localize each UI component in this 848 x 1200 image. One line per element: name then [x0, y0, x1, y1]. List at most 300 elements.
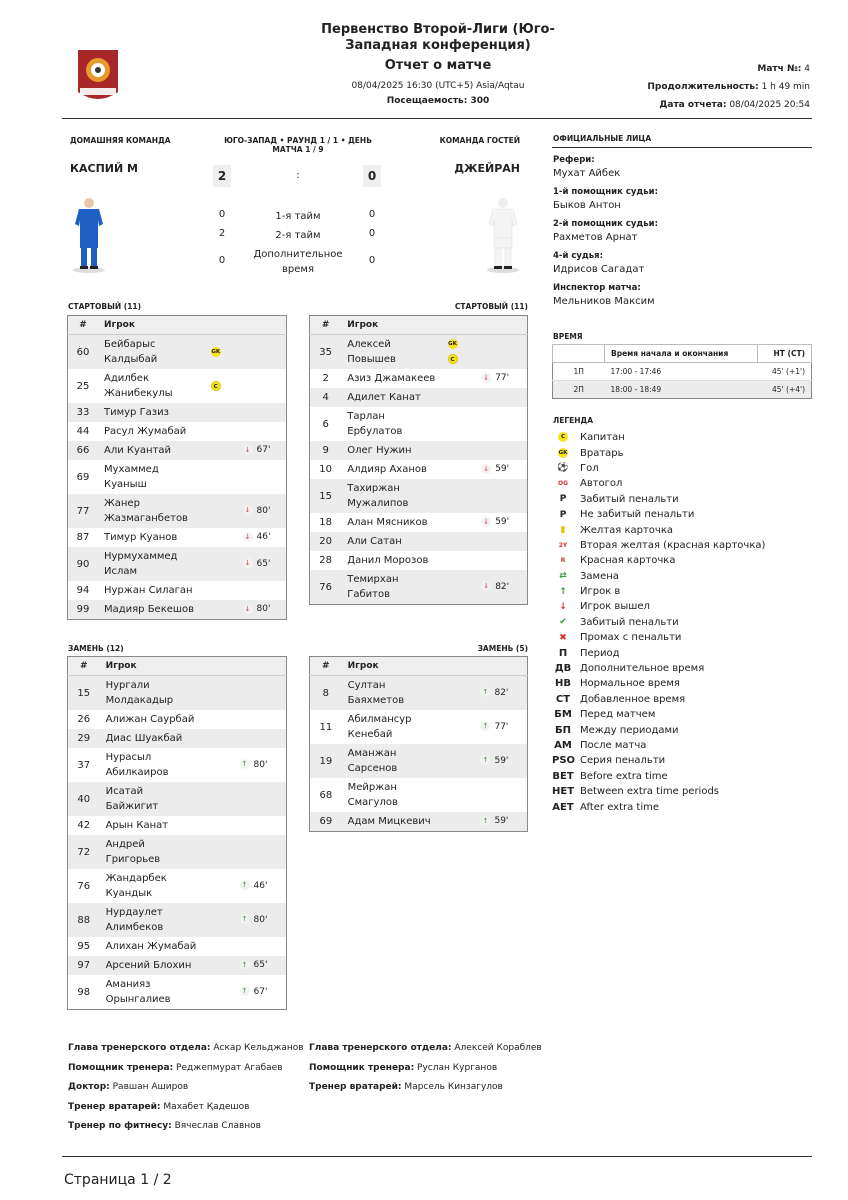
player-badges [205, 460, 237, 494]
player-number: 26 [77, 714, 91, 725]
table-row [310, 778, 528, 812]
staff-role: Глава тренерского отдела: [309, 1043, 452, 1053]
player-event [237, 547, 287, 581]
legend-icon: ✔ [559, 617, 567, 628]
player-number: 25 [76, 380, 90, 392]
player-number: 69 [310, 812, 342, 832]
event-minute: 59' [495, 517, 510, 527]
legend-icon: АМ [554, 740, 572, 751]
staff-role: Помощник тренера: [68, 1062, 174, 1073]
match-duration: Продолжительность: 1 h 49 min [647, 82, 810, 92]
player-event [237, 600, 287, 620]
player-name: Данил Морозов [347, 555, 429, 566]
legend-icon: ⚽ [557, 463, 569, 474]
player-name: Тарлан Ербулатов [347, 411, 403, 437]
player-badges [204, 835, 234, 869]
player-event [475, 551, 527, 570]
period-away-score: 0 [368, 209, 376, 220]
legend-icon: БП [555, 724, 571, 736]
player-event [237, 403, 287, 422]
player-name: Алдияр Аханов [347, 464, 427, 475]
sub-out-icon: ↓ [481, 373, 491, 383]
legend-item [552, 784, 812, 799]
sub-in-icon: ↑ [240, 914, 250, 924]
legend-label: Между периодами [580, 724, 679, 736]
player-name: Жандарбек Куандык [105, 873, 167, 899]
event-minute: 59' [494, 755, 509, 766]
player-event [234, 676, 287, 711]
home-start-label: СТАРТОВЫЙ (11) [68, 302, 142, 311]
table-row [553, 363, 812, 381]
report-date: Дата отчета: 08/04/2025 20:54 [659, 100, 810, 110]
player-badges [442, 551, 476, 570]
legend-icon: PSO [552, 755, 576, 767]
official-name: Рахметов Арнат [553, 232, 638, 243]
table-row [310, 710, 528, 744]
staff-member [68, 1063, 308, 1083]
player-number: 4 [310, 388, 342, 407]
player-name: Султан Баяхметов [342, 676, 445, 711]
table-row [68, 581, 287, 600]
staff-role: Доктор: [68, 1082, 110, 1092]
player-number: 69 [76, 471, 90, 483]
table-row [68, 441, 287, 460]
player-name: Нургали Молдакадыр [100, 676, 204, 711]
player-number: 11 [319, 721, 333, 733]
player-name: Аманияз Орынгалиев [105, 979, 171, 1005]
player-badges [204, 903, 234, 937]
period-away-score: 0 [368, 228, 376, 239]
time-range-header: Время начала и окончания [605, 345, 758, 363]
away-score: 0 [363, 165, 381, 187]
legend-icon: ✖ [559, 632, 567, 643]
legend-label: Не забитый пенальти [580, 509, 695, 521]
player-event [475, 513, 527, 532]
player-number: 42 [77, 820, 91, 831]
player-badges [445, 710, 475, 744]
table-row [68, 460, 287, 494]
legend-icon: 2Y [558, 541, 568, 549]
event-minute: 65' [253, 960, 268, 970]
table-row [68, 835, 287, 869]
legend-item [552, 799, 812, 814]
player-event [234, 816, 287, 835]
player-badges [442, 479, 476, 513]
legend-icon [552, 432, 574, 443]
period-home-score: 0 [218, 209, 226, 220]
report-title: Первенство Второй-Лиги (Юго-Западная конференция) [321, 22, 555, 53]
legend-icon: ДВ [554, 663, 572, 675]
away-start-label: СТАРТОВЫЙ (11) [454, 302, 528, 311]
player-badges [442, 407, 476, 441]
player-badges [442, 532, 476, 551]
player-name: Тимур Газиз [98, 403, 205, 422]
player-event [234, 975, 287, 1010]
table-row [310, 513, 528, 532]
legend-item [552, 661, 812, 676]
event-minute: 67' [256, 445, 271, 455]
col-player-header: Игрок [100, 657, 287, 676]
player-event [475, 335, 527, 370]
event-minute: 80' [253, 914, 268, 925]
table-row [68, 782, 287, 816]
table-row [68, 729, 287, 748]
sub-out-icon: ↓ [243, 558, 253, 568]
sub-in-icon: ↑ [480, 687, 490, 697]
player-name: Андрей Григорьев [100, 835, 204, 869]
table-row [68, 547, 287, 581]
player-event [475, 460, 527, 479]
legend-item [552, 445, 812, 460]
player-name: Али Сатан [341, 532, 441, 551]
attendance: Посещаемость: 300 [386, 96, 490, 106]
table-row [68, 422, 287, 441]
player-badges [204, 937, 234, 956]
legend-label: Вратарь [580, 447, 624, 459]
player-number: 66 [68, 441, 98, 460]
player-badges [205, 547, 237, 581]
col-player-header: Игрок [342, 657, 528, 676]
player-name: Алихан Жумабай [105, 941, 197, 952]
home-staff [68, 1043, 308, 1141]
player-number: 6 [322, 418, 329, 430]
legend-icon: ⇄ [559, 571, 567, 582]
official-role: 1-й помощник судьи: [553, 187, 658, 197]
home-team-label: ДОМАШНЯЯ КОМАНДА [70, 136, 171, 145]
officials-divider [552, 147, 812, 148]
player-number: 35 [310, 335, 342, 370]
player-name: Абилмансур Кенебай [347, 714, 412, 740]
player-name: Бейбарыс Калдыбай [98, 335, 205, 370]
player-name: Олег Нужин [341, 441, 441, 460]
sub-out-icon: ↓ [481, 517, 491, 527]
sub-in-icon: ↑ [240, 986, 250, 996]
legend-label: После матча [580, 740, 647, 751]
player-badges [442, 460, 476, 479]
legend-label: Before extra time [580, 770, 668, 782]
table-row [553, 381, 812, 399]
col-number-header: # [68, 316, 98, 335]
table-row [310, 812, 528, 832]
official-name: Быков Антон [553, 200, 621, 211]
player-event [474, 744, 527, 778]
score-separator: : [296, 170, 300, 181]
official-role: 2-й помощник судьи: [553, 219, 658, 229]
player-event [475, 479, 527, 513]
player-name: Мейржан Смагулов [347, 782, 398, 808]
player-name: Нуржан Силаган [103, 585, 193, 596]
col-player-header: Игрок [98, 316, 287, 335]
legend-icon: БМ [554, 709, 572, 721]
player-badges [445, 676, 475, 711]
table-row [68, 816, 287, 835]
legend-icon: НВ [555, 678, 571, 690]
officials-title: ОФИЦИАЛЬНЫЕ ЛИЦА [553, 134, 652, 143]
event-minute: 80' [256, 505, 271, 516]
legend-item [552, 676, 812, 691]
staff-member [68, 1082, 308, 1102]
period-home-score: 0 [218, 255, 226, 266]
player-number: 15 [68, 676, 100, 711]
event-minute: 80' [253, 759, 268, 770]
home-subs-label: ЗАМЕНЬ (12) [68, 644, 124, 653]
player-name: Мухаммед Куаныш [103, 464, 159, 490]
time-ht-header: HT (CT) [758, 345, 812, 363]
player-number: 77 [68, 494, 98, 528]
legend-icon: ▮ [560, 525, 566, 536]
player-badges [204, 676, 234, 711]
staff-role: Помощник тренера: [309, 1062, 415, 1073]
legend-icon [552, 448, 574, 459]
away-staff [309, 1043, 549, 1102]
table-row [68, 676, 287, 711]
away-kit-icon [486, 194, 520, 278]
player-badges [204, 729, 234, 748]
table-row [310, 335, 528, 370]
legend-list [552, 430, 812, 815]
header-divider [62, 118, 812, 119]
player-event [234, 729, 287, 748]
player-name: Адилет Канат [341, 388, 441, 407]
col-player-header: Игрок [341, 316, 527, 335]
sub-out-icon: ↓ [243, 445, 253, 455]
player-event [474, 812, 527, 832]
time-ht: 45' (+1') [758, 363, 812, 381]
player-event [237, 581, 287, 600]
table-row [310, 532, 528, 551]
report-subtitle: Отчет о матче [384, 58, 492, 73]
player-badges [205, 369, 237, 403]
player-name: Нурасыл Абилкаиров [105, 752, 169, 778]
sub-in-icon: ↑ [480, 755, 490, 765]
player-number: 99 [68, 600, 98, 620]
goalkeeper-badge: GK [211, 348, 221, 355]
legend-icon: П [558, 647, 568, 659]
player-badges [205, 441, 237, 460]
player-badges [205, 600, 237, 620]
player-badges [442, 388, 476, 407]
player-event [237, 528, 287, 547]
legend-label: Забитый пенальти [580, 616, 679, 628]
staff-name: Марсель Кинзагулов [404, 1082, 503, 1092]
table-row [310, 369, 528, 388]
col-number-header: # [310, 316, 342, 335]
player-event [237, 494, 287, 528]
player-badges [204, 748, 234, 782]
player-badges [204, 816, 234, 835]
time-period: 1П [553, 363, 605, 381]
legend-label: Добавленное время [580, 693, 686, 705]
staff-member [309, 1063, 549, 1083]
player-number: 28 [319, 555, 332, 566]
player-number: 18 [319, 517, 332, 528]
legend-label: Серия пенальти [580, 755, 666, 767]
player-event [234, 782, 287, 816]
player-name: Нурмухаммед Ислам [98, 547, 205, 581]
player-number: 29 [68, 729, 100, 748]
player-number: 37 [77, 759, 91, 771]
player-badges [205, 528, 237, 547]
legend-label: Вторая желтая (красная карточка) [580, 539, 766, 551]
player-event [474, 710, 527, 744]
staff-member [309, 1082, 549, 1102]
legend-icon: BET [552, 770, 574, 782]
player-name: Диас Шуакбай [100, 729, 204, 748]
player-badges [204, 710, 234, 729]
away-team-name: ДЖЕЙРАН [454, 162, 520, 175]
player-badges [204, 956, 234, 975]
staff-role: Глава тренерского отдела: [68, 1043, 211, 1053]
period-label: 1-я тайм [275, 211, 321, 222]
player-number: 87 [76, 532, 90, 543]
player-badges [442, 570, 476, 605]
legend-icon: P [559, 509, 567, 520]
player-event [237, 369, 287, 403]
legend-label: Капитан [580, 432, 625, 444]
legend-item [552, 492, 812, 507]
event-minute: 80' [256, 604, 271, 614]
legend-item [552, 538, 812, 553]
sub-in-icon: ↑ [480, 816, 490, 826]
staff-name: Махабет Қадешов [163, 1101, 250, 1112]
legend-icon: R [560, 557, 566, 565]
away-subs-table [309, 656, 528, 832]
sub-in-icon: ↑ [240, 759, 250, 769]
legend-label: Перед матчем [580, 709, 656, 721]
legend-label: Забитый пенальти [580, 493, 679, 505]
event-minute: 82' [494, 687, 509, 698]
period-away-score: 0 [368, 255, 376, 266]
event-minute: 67' [253, 986, 268, 997]
staff-name: Реджепмурат Агабаев [176, 1062, 283, 1073]
player-event [475, 441, 527, 460]
player-name: Темирхан Габитов [341, 570, 441, 605]
event-minute: 46' [253, 880, 268, 891]
player-name: Адам Мицкевич [342, 812, 445, 832]
player-name: Алексей Повышев [341, 335, 441, 370]
staff-role: Тренер по фитнесу: [68, 1121, 172, 1131]
player-event [234, 903, 287, 937]
legend-icon: P [559, 494, 567, 505]
staff-name: Руслан Курганов [417, 1062, 498, 1073]
player-number: 60 [68, 335, 98, 370]
sub-out-icon: ↓ [243, 604, 253, 614]
player-event [237, 335, 287, 370]
player-name: Мадияр Бекешов [98, 600, 205, 620]
legend-item [552, 615, 812, 630]
legend-item [552, 738, 812, 753]
player-number: 44 [76, 426, 90, 437]
player-name: Алижан Саурбай [105, 714, 195, 725]
legend-label: Гол [580, 462, 599, 474]
player-number: 19 [310, 744, 342, 778]
away-team-label: КОМАНДА ГОСТЕЙ [439, 136, 520, 145]
legend-icon: OG [557, 480, 569, 488]
table-row [310, 479, 528, 513]
legend-title: ЛЕГЕНДА [553, 416, 594, 425]
staff-name: Алексей Кораблев [454, 1043, 542, 1053]
player-badges [445, 778, 475, 812]
legend-item [552, 553, 812, 568]
legend-label: Дополнительное время [580, 663, 705, 675]
staff-member [68, 1121, 308, 1141]
player-event [234, 710, 287, 729]
legend-icon: ↑ [559, 586, 567, 597]
player-badges [205, 403, 237, 422]
legend-label: Игрок в [580, 586, 621, 598]
player-event [234, 748, 287, 782]
official-name: Идрисов Сагадат [553, 264, 645, 275]
player-badges [205, 422, 237, 441]
table-row [68, 937, 287, 956]
captain-badge: C [211, 381, 221, 391]
time-range: 18:00 - 18:49 [605, 381, 758, 399]
table-row [68, 494, 287, 528]
table-row [68, 335, 287, 370]
event-minute: 46' [256, 532, 271, 542]
captain-badge: C [448, 354, 458, 364]
home-team-name: КАСПИЙ М [70, 162, 138, 175]
legend-item [552, 692, 812, 707]
player-number: 9 [310, 441, 342, 460]
player-number: 20 [310, 532, 342, 551]
player-number: 2 [322, 373, 329, 384]
table-row [310, 388, 528, 407]
period-home-score: 2 [218, 228, 226, 239]
player-number: 10 [319, 464, 332, 475]
player-number: 90 [68, 547, 98, 581]
player-badges [442, 369, 476, 388]
round-info: ЮГО-ЗАПАД • РАУНД 1 / 1 • ДЕНЬ МАТЧА 1 / 9 [224, 136, 372, 154]
legend-item [552, 769, 812, 784]
home-subs-table [67, 656, 287, 1010]
player-name: Арсений Блохин [100, 956, 204, 975]
player-number: 97 [68, 956, 100, 975]
legend-label: Between extra time periods [580, 786, 720, 798]
official-name: Мухат Айбек [553, 168, 621, 179]
player-event [475, 369, 527, 388]
player-name: Расул Жумабай [103, 426, 187, 437]
legend-item [552, 476, 812, 491]
player-badges [442, 441, 476, 460]
legend-label: Красная карточка [580, 555, 676, 567]
table-row [68, 869, 287, 903]
player-event [234, 835, 287, 869]
legend-icon: СТ [555, 693, 571, 705]
player-name: Нурдаулет Алимбеков [100, 903, 204, 937]
player-event [474, 778, 527, 812]
sub-out-icon: ↓ [243, 532, 253, 542]
player-event [234, 869, 287, 903]
table-row [68, 903, 287, 937]
away-subs-label: ЗАМЕНЬ (5) [477, 644, 528, 653]
official-name: Мельников Максим [553, 296, 655, 307]
player-event [475, 532, 527, 551]
time-table [552, 344, 812, 399]
sub-out-icon: ↓ [243, 505, 253, 515]
officials-list [553, 155, 813, 307]
player-event [237, 460, 287, 494]
player-number: 88 [68, 903, 100, 937]
time-period: 2П [553, 381, 605, 399]
player-number: 40 [68, 782, 100, 816]
sub-in-icon: ↑ [480, 721, 490, 731]
legend-item [552, 584, 812, 599]
sub-out-icon: ↓ [481, 464, 491, 474]
table-row [310, 744, 528, 778]
staff-name: Вячеслав Славнов [174, 1121, 261, 1131]
player-number: 76 [77, 880, 91, 892]
